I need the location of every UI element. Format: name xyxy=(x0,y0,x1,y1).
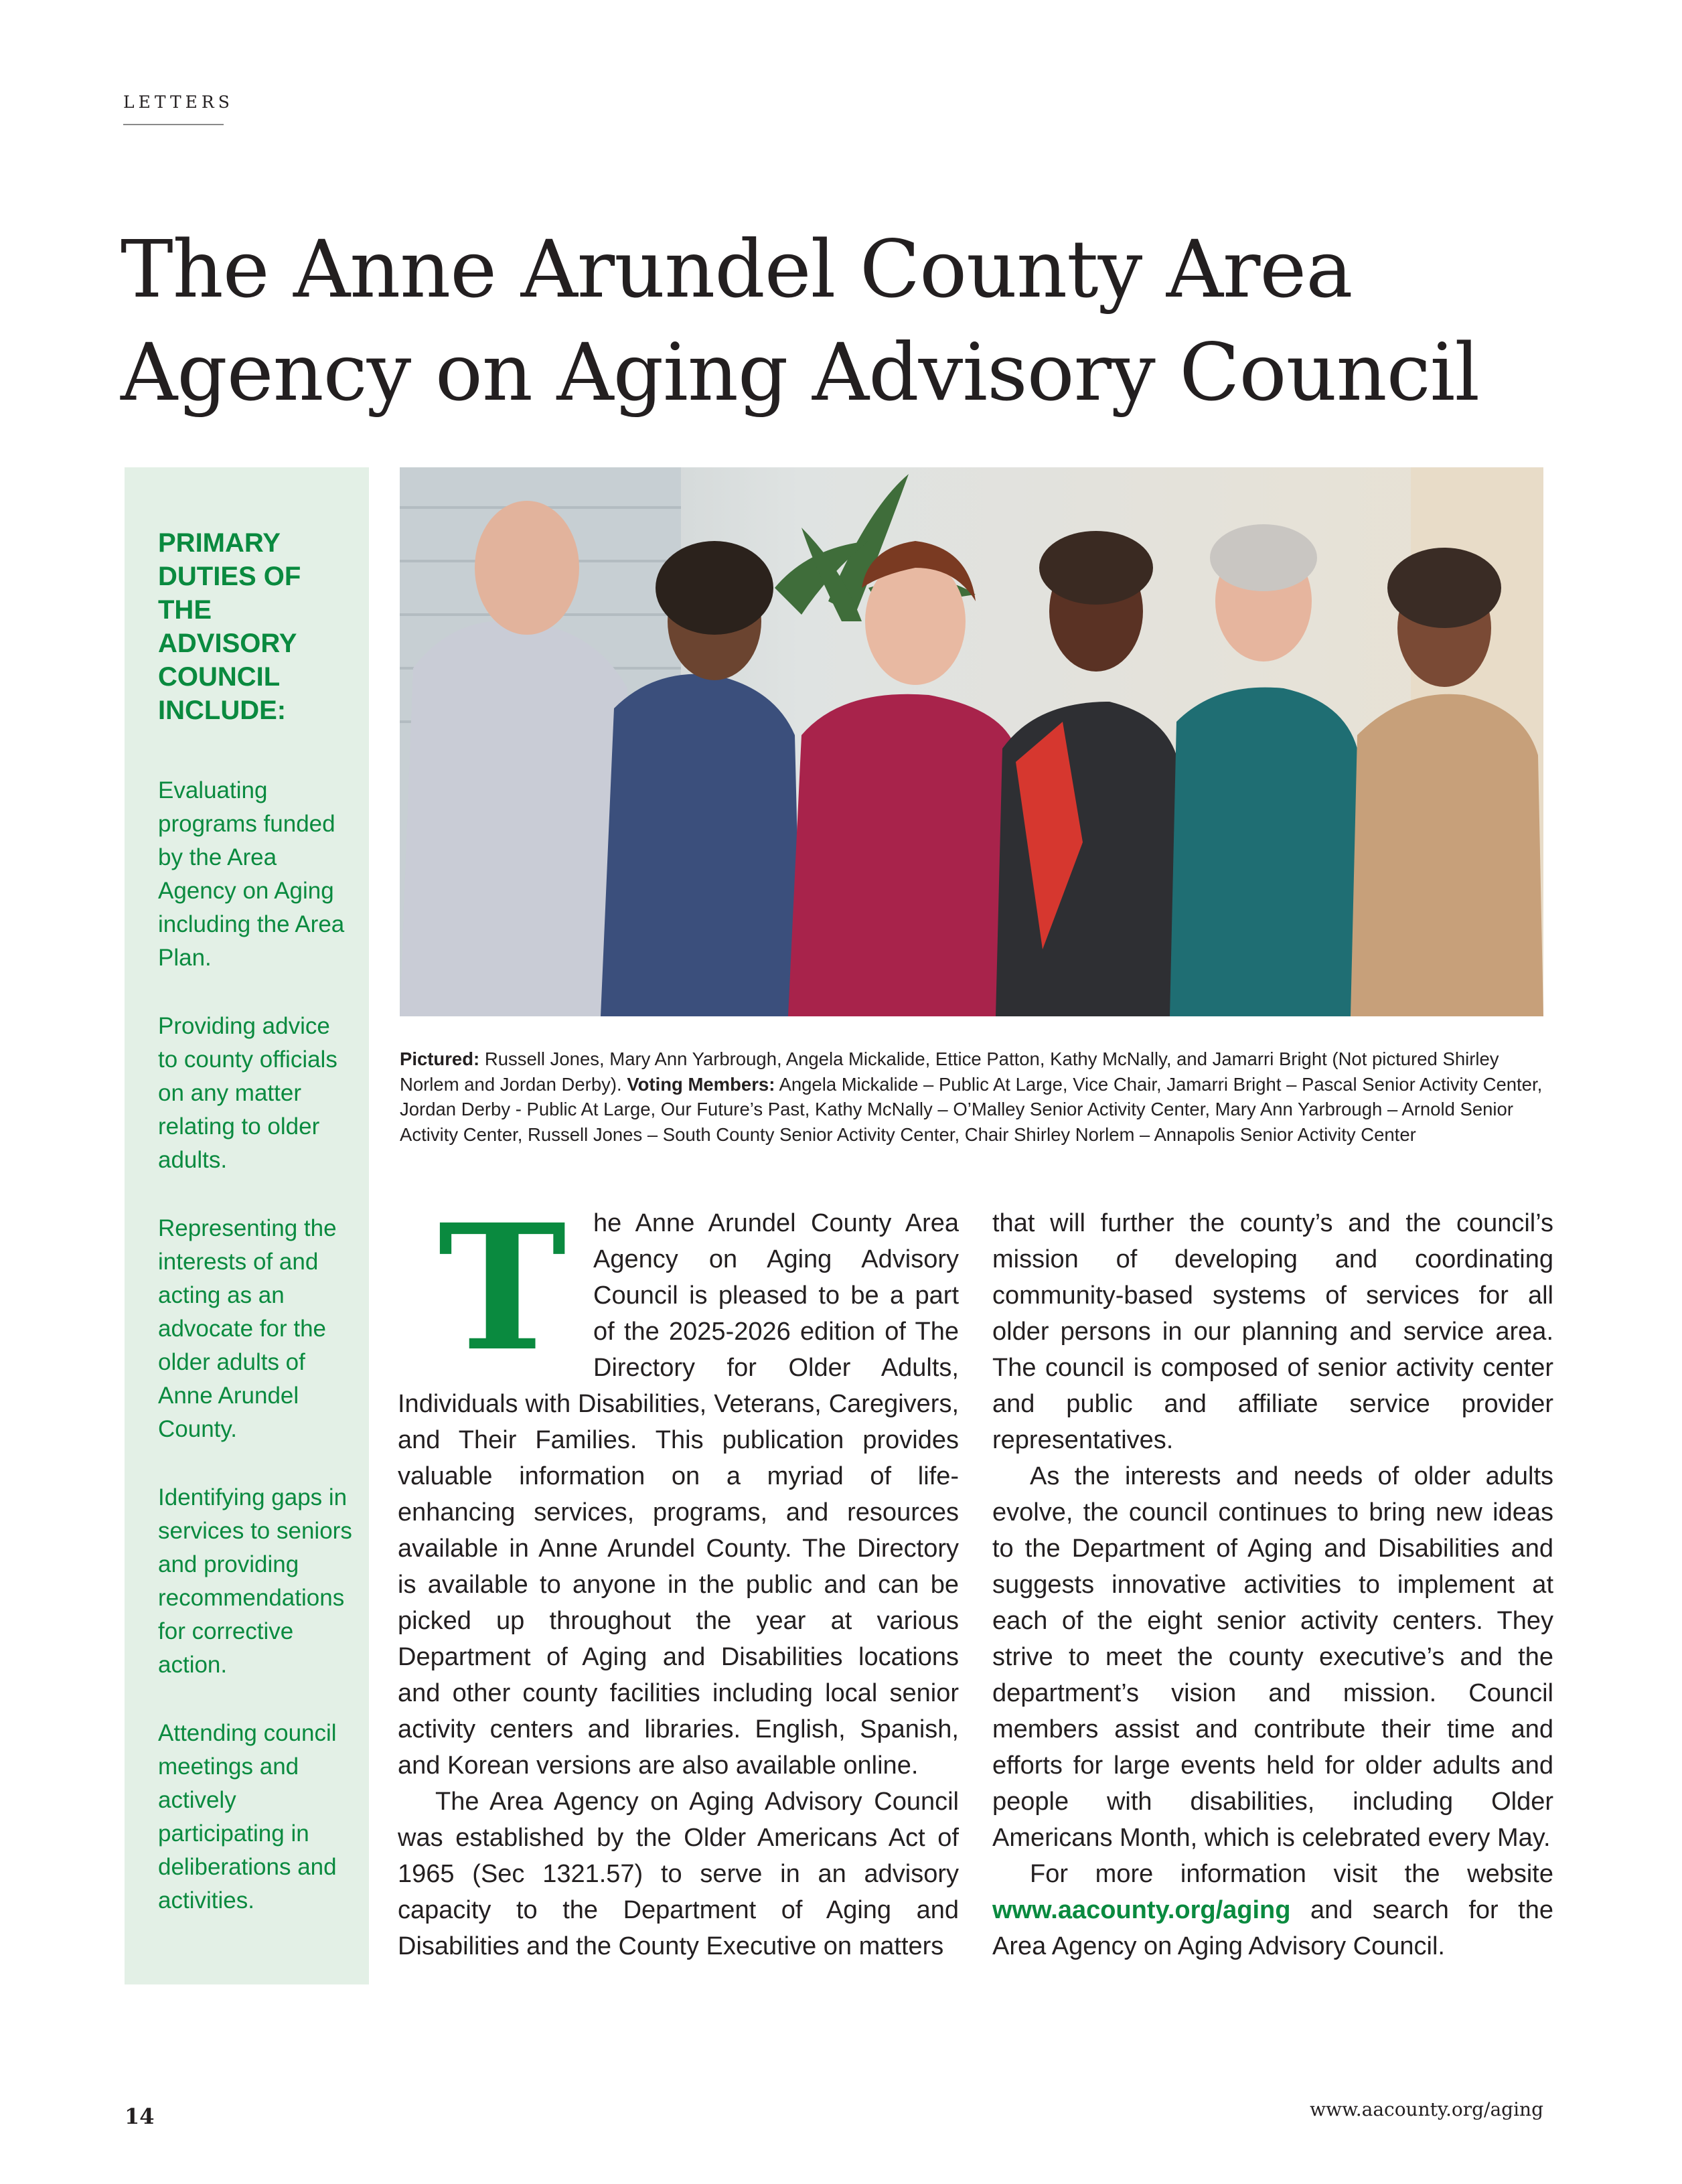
duty-item: Attending council meetings and actively participating in deliberations and activities. xyxy=(158,1720,337,1914)
sidebar-heading: PRIMARY DUTIES OF THE ADVISORY COUNCIL INCLUDE: xyxy=(158,528,301,725)
website-link[interactable]: www.aacounty.org/aging xyxy=(992,1896,1291,1924)
duty-item: Representing the interests of and acting as an advocate for the older adults of Anne Arundel County. xyxy=(158,1215,337,1442)
article-paragraph-text: he Anne Arundel County Area Agency on Aging Advisory Council is pleased to be a part of the 2025-2026 edition of The Directory for Older Adults, Individuals with Disabilities, Veterans, Caregivers, and Their Families. This publication provides valuable information on a myriad of life-enhancing services, programs, and resources available in Anne Arundel County. The Directory is available to anyone in the public and can be picked up throughout the year at various Department of Aging and Disabilities locations and other county facilities including local senior activity centers and libraries. English, Spanish, and Korean versions are also available online. xyxy=(398,1209,959,1780)
article-paragraph: The Area Agency on Aging Advisory Council was established by the Older Americans Act of 1965 (Sec 1321.57) to serve in an advisory capacity to the Department of Aging and Disabilities and the County Executive on matters xyxy=(398,1788,959,1960)
article-paragraph: that will further the county’s and the council’s mission of developing and coordinating community-based systems of services for all older persons in our planning and service area. The council is composed of senior activity center and public and affiliate service provider representatives. xyxy=(992,1209,1553,1454)
photo-caption xyxy=(400,1046,1545,1147)
footer-url: www.aacounty.org/aging xyxy=(1310,2098,1543,2120)
article-paragraph-text: and search for the Area Agency on Aging Advisory Council. xyxy=(992,1896,1553,1960)
caption-voting-text: Angela Mickalide – Public At Large, Vice Chair, Jamarri Bright – Pascal Senior Activity Center, Jordan Derby - Public At Large, Our Future’s Past, Kathy McNally – O’Malley Senior Activity Center, Mary Ann Yarbrough – Arnold Senior Activity Center, Russell Jones – South County Senior Activity Center, Chair Shirley Norlem – Annapolis Senior Activity Center xyxy=(400,1073,1543,1145)
article-paragraph-text: For more information visit the website xyxy=(1030,1860,1553,1888)
duty-item: Identifying gaps in services to seniors and providing recommendations for corrective action. xyxy=(158,1484,352,1678)
caption-voting-label: Voting Members: xyxy=(627,1073,775,1095)
duty-item: Evaluating programs funded by the Area Agency on Aging including the Area Plan. xyxy=(158,777,345,971)
article-paragraph xyxy=(398,1186,959,1784)
drop-cap: T xyxy=(438,1186,566,1389)
article-column-right xyxy=(992,1205,1553,1964)
article-paragraph xyxy=(992,1856,1553,1964)
article-column-left xyxy=(398,1186,959,1964)
caption-pictured-text: Russell Jones, Mary Ann Yarbrough, Angela Mickalide, Ettice Patton, Kathy McNally, and Jamarri Bright (Not pictured Shirley Norlem and Jordan Derby). xyxy=(400,1048,1499,1095)
page-title: The Anne Arundel County Area Agency on Aging Advisory Council xyxy=(121,223,1480,418)
duties-sidebar xyxy=(125,467,369,1984)
section-rule xyxy=(123,124,224,125)
caption-pictured-label: Pictured: xyxy=(400,1048,480,1069)
section-label: LETTERS xyxy=(123,92,234,112)
article-paragraph: As the interests and needs of older adults evolve, the council continues to bring new ideas to the Department of Aging and Disabilities and suggests innovative activities to implement at each of the eight senior activity centers. They strive to meet the county executive’s and the department’s vision and mission. Council members assist and contribute their time and efforts for large events held for older adults and people with disabilities, including Older Americans Month, which is celebrated every May. xyxy=(992,1462,1553,1852)
group-photo xyxy=(400,467,1543,1016)
page-number: 14 xyxy=(125,2104,155,2129)
duty-item: Providing advice to county officials on any matter relating to older adults. xyxy=(158,1013,337,1173)
